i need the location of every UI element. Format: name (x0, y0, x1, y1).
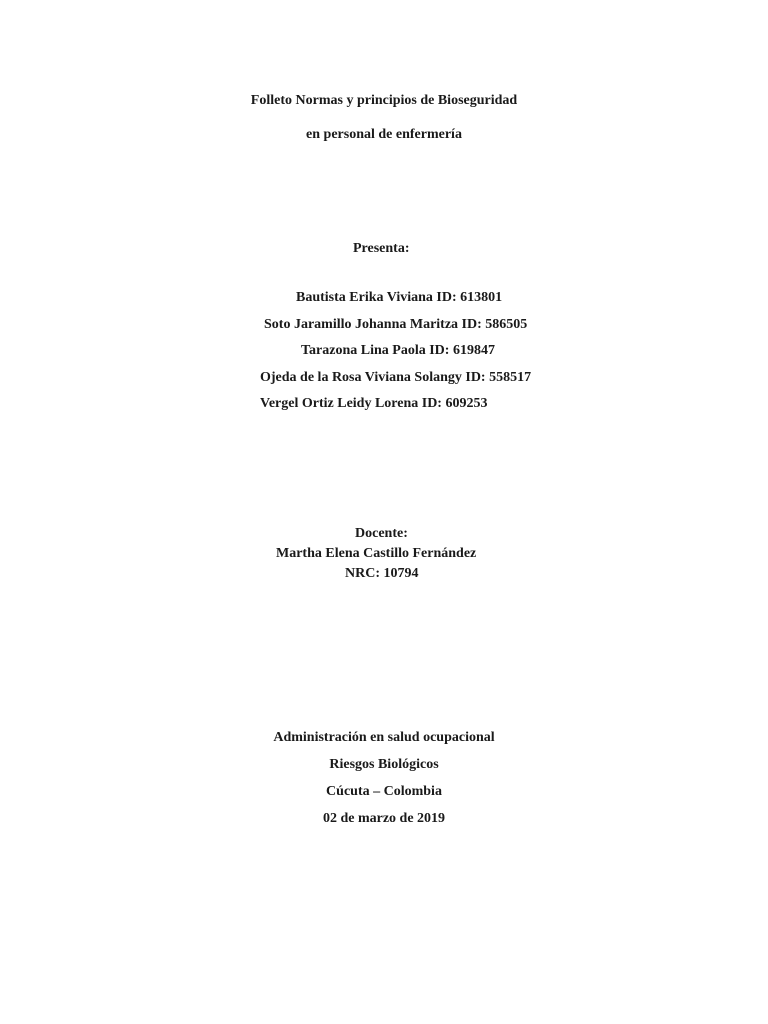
document-date: 02 de marzo de 2019 (322, 811, 446, 826)
instructor-heading: Docente: (355, 526, 408, 541)
presenter-name: Bautista Erika Viviana ID: 613801 (296, 290, 503, 305)
presenters-heading: Presenta: (353, 241, 410, 256)
presenter-name: Soto Jaramillo Johanna Maritza ID: 586505 (264, 317, 528, 332)
location: Cúcuta – Colombia (326, 784, 442, 799)
presenter-name: Vergel Ortiz Leidy Lorena ID: 609253 (260, 396, 488, 411)
presenter-name: Tarazona Lina Paola ID: 619847 (301, 343, 495, 358)
instructor-nrc: NRC: 10794 (345, 566, 419, 581)
program-name: Administración en salud ocupacional (273, 730, 495, 745)
instructor-name: Martha Elena Castillo Fernández (276, 546, 477, 561)
presenter-name: Ojeda de la Rosa Viviana Solangy ID: 558517 (260, 370, 532, 385)
course-name: Riesgos Biológicos (329, 757, 439, 772)
document-title-line-1: Folleto Normas y principios de Bioseguridad (250, 93, 518, 108)
document-title-line-2: en personal de enfermería (306, 127, 462, 142)
